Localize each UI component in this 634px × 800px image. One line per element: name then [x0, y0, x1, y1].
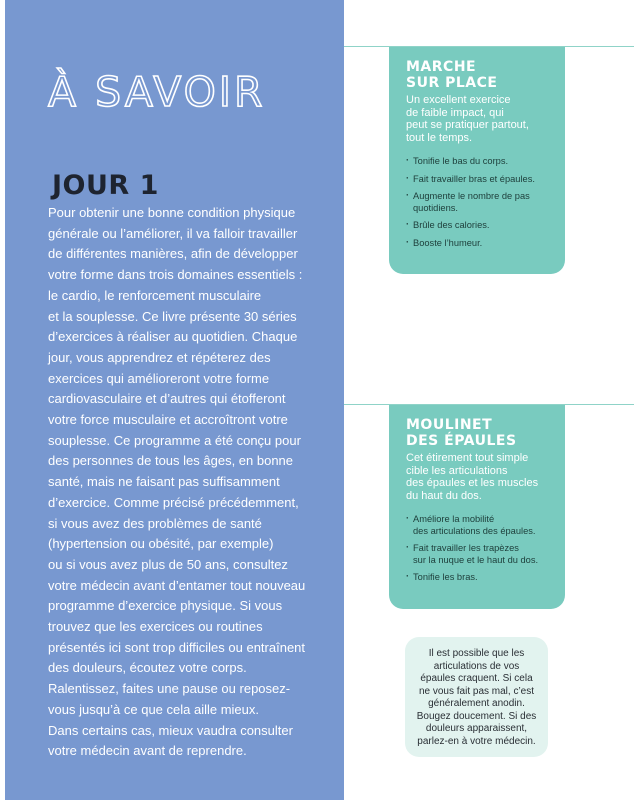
card-subtitle-line: cible les articulations	[406, 464, 508, 477]
paragraph-line: et la souplesse. Ce livre présente 30 séries	[48, 308, 297, 324]
day-heading: JOUR 1	[52, 170, 159, 201]
list-item	[406, 572, 553, 584]
card-moulinet-des-epaules	[389, 405, 565, 609]
list-item-text: · Booste l’humeur.	[413, 237, 483, 248]
paragraph-line: cardiovasculaire et d’autres qui étofferont	[48, 391, 286, 407]
tip-note	[405, 637, 548, 757]
paragraph-line: présentés ici sont trop difficiles ou entraînent	[48, 639, 306, 655]
paragraph-line: d’exercices à réaliser au quotidien. Chaque	[48, 329, 298, 345]
note-line: Il est possible que les	[428, 648, 525, 659]
list-item-text: · Fait travailler les trapèzes	[413, 543, 519, 553]
benefits-list	[406, 156, 553, 249]
paragraph-line: votre force musculaire et accroîtront votre	[48, 412, 288, 428]
note-line: épaules craquent. Si cela	[420, 673, 533, 684]
list-item	[406, 191, 553, 214]
list-item	[406, 174, 553, 186]
benefits-list	[406, 514, 553, 584]
paragraph-line: votre médecin avant de reprendre.	[48, 743, 247, 759]
list-item	[406, 514, 553, 537]
paragraph-line: Pour obtenir une bonne condition physique	[48, 205, 296, 220]
paragraph-line: des personnes de tous les âges, en bonne	[48, 453, 294, 469]
list-item	[406, 220, 553, 232]
card-subtitle	[406, 452, 553, 502]
paragraph-line: Ralentissez, faites une pause ou reposez-	[48, 681, 291, 697]
card-subtitle-line: Cet étirement tout simple	[406, 452, 529, 464]
intro-paragraph	[48, 203, 318, 762]
note-line: Bougez doucement. Si des	[416, 710, 537, 722]
list-item-text: · Fait travailler bras et épaules.	[413, 173, 535, 184]
paragraph-line: trouvez que les exercices ou routines	[48, 619, 263, 635]
paragraph-line: santé, mais ne faisant pas suffisamment	[48, 474, 280, 490]
paragraph-line: de différentes manières, afin de développer	[48, 246, 298, 262]
paragraph-line: le cardio, le renforcement musculaire	[48, 287, 262, 303]
paragraph-line: si vous avez des problèmes de santé	[48, 515, 262, 531]
paragraph-line: programme d’exercice physique. Si vous	[48, 598, 283, 614]
list-item-text: · Tonifie les bras.	[413, 572, 478, 582]
paragraph-line: votre forme dans trois domaines essentiels :	[48, 267, 303, 283]
paragraph-line: Dans certains cas, mieux vaudra consulter	[48, 722, 293, 738]
card-title-line: MOULINET	[406, 417, 493, 433]
list-item-text: · Améliore la mobilité	[413, 514, 495, 524]
card-subtitle-line: Un excellent exercice	[406, 94, 511, 106]
paragraph-line: souplesse. Ce programme a été conçu pour	[48, 432, 301, 448]
card-subtitle-line: tout le temps.	[406, 131, 473, 144]
paragraph-line: des douleurs, écoutez votre corps.	[48, 660, 247, 676]
paragraph-line: d’exercice. Comme précisé précédemment,	[48, 494, 299, 510]
paragraph-line: jour, vous apprendrez et répéterez des	[48, 349, 271, 365]
card-subtitle-line: du haut du dos.	[406, 489, 482, 502]
card-subtitle-line: des épaules et les muscles	[406, 477, 539, 489]
list-item-text: · Tonifie le bas du corps.	[413, 156, 509, 166]
paragraph-line: (hypertension ou obésité, par exemple)	[48, 536, 274, 552]
paragraph-line: ou si vous avez plus de 50 ans, consultez	[48, 556, 288, 572]
list-item-text: des articulations des épaules.	[413, 525, 536, 536]
note-line: articulations de vos	[433, 660, 520, 672]
list-item	[406, 543, 553, 566]
card-subtitle-line: de faible impact, qui	[406, 106, 504, 119]
card-title	[406, 417, 553, 449]
paragraph-line: générale ou l’améliorer, il va falloir travailler	[48, 225, 298, 241]
paragraph-line: votre médecin avant d’entamer tout nouveau	[48, 577, 306, 593]
paragraph-line: exercices qui amélioreront votre forme	[48, 370, 270, 386]
paragraph-line: vous jusqu’à ce que cela aille mieux.	[48, 701, 260, 717]
list-item-text: · Brûle des calories.	[413, 220, 490, 230]
list-item-text: sur la nuque et le haut du dos.	[413, 554, 539, 565]
card-marche-sur-place	[389, 47, 565, 274]
list-item	[406, 238, 553, 250]
note-line: ne vous fait pas mal, c’est	[418, 685, 535, 697]
list-item-text: · Augmente le nombre de pas	[413, 191, 530, 201]
card-title	[406, 59, 553, 91]
note-line: parlez-en à votre médecin.	[417, 735, 536, 747]
card-subtitle	[406, 94, 553, 144]
list-item-text: quotidiens.	[413, 202, 458, 213]
page-title: À SAVOIR	[48, 68, 266, 116]
card-title-line: DES ÉPAULES	[406, 433, 517, 449]
note-line: généralement anodin.	[428, 698, 525, 709]
list-item	[406, 156, 553, 168]
card-title-line: SUR PLACE	[406, 75, 498, 91]
card-title-line: MARCHE	[406, 59, 477, 75]
note-line: douleurs apparaissent,	[425, 723, 528, 734]
card-subtitle-line: peut se pratiquer partout,	[406, 119, 529, 131]
